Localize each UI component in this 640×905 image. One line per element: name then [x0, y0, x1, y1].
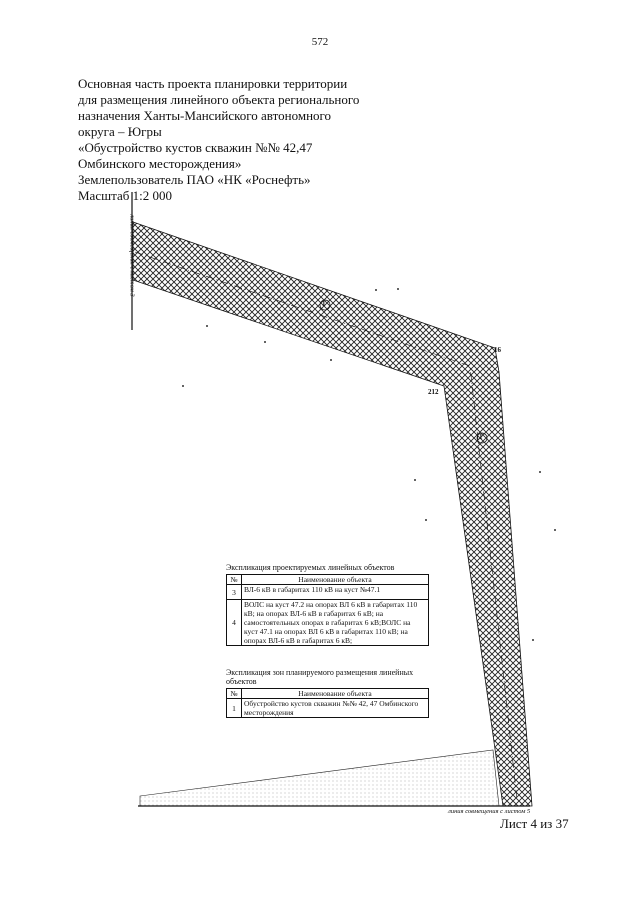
row-name: ВОЛС на куст 47.2 на опорах ВЛ 6 кВ в габаритах 110 кВ; на опорах ВЛ-6 кВ в габаритах 6 кВ; на самостоятельных опорах в габаритах 6 кВ;ВОЛС на куст 47.1 на опорах ВЛ 6 кВ в габаритах 110 кВ; на опорах ВЛ-6 кВ в габаритах 6 кВ;: [242, 600, 429, 646]
table-header-row: [227, 575, 429, 585]
legend-linear-title: Экспликация проектируемых линейных объектов: [226, 563, 395, 572]
legend-zones-title: Экспликация зон планируемого размещения линейных объектов: [226, 668, 414, 686]
table-header-row: [227, 689, 429, 699]
row-num: 4: [227, 600, 242, 646]
row-name: Обустройство кустов скважин №№ 42, 47 Омбинского месторождения: [242, 699, 429, 718]
col-num-header: №: [227, 575, 242, 585]
col-num-header: №: [227, 689, 242, 699]
header-line: Основная часть проекта планировки территории: [78, 76, 348, 91]
header-line: округа – Югры: [78, 124, 162, 139]
join-line-bottom-label: линия совмещения с листом 5: [448, 808, 531, 815]
legend-zones-table: [226, 688, 429, 718]
join-line-left-label: линия совмещения с листом 3: [128, 214, 136, 297]
header-line: назначения Ханты-Мансийского автономного: [78, 108, 332, 123]
table-row: [227, 600, 429, 646]
zone-number-label: 1: [479, 433, 483, 441]
zone-number-label: 1: [322, 300, 326, 308]
header-line: для размещения линейного объекта регионального: [78, 92, 360, 107]
sheet-number: Лист 4 из 37: [500, 816, 569, 831]
existing-area: [140, 750, 499, 806]
legend-linear-table: [226, 574, 429, 646]
header-line: Землепользователь ПАО «НК «Роснефть»: [78, 172, 311, 187]
point-label: 212: [428, 388, 439, 396]
table-row: [227, 585, 429, 600]
col-name-header: Наименование объекта: [242, 575, 429, 585]
row-name: ВЛ-6 кВ в габаритах 110 кВ на куст №47.1: [242, 585, 429, 600]
page-number: 572: [311, 36, 329, 48]
planned-zone-corridor: [133, 222, 532, 806]
point-label: 16: [494, 346, 501, 354]
header-line: Омбинского месторождения»: [78, 156, 242, 171]
col-name-header: Наименование объекта: [242, 689, 429, 699]
table-row: [227, 699, 429, 718]
row-num: 1: [227, 699, 242, 718]
row-num: 3: [227, 585, 242, 600]
header-line: «Обустройство кустов скважин №№ 42,47: [78, 140, 313, 155]
scale-line: Масштаб 1:2 000: [78, 188, 172, 203]
